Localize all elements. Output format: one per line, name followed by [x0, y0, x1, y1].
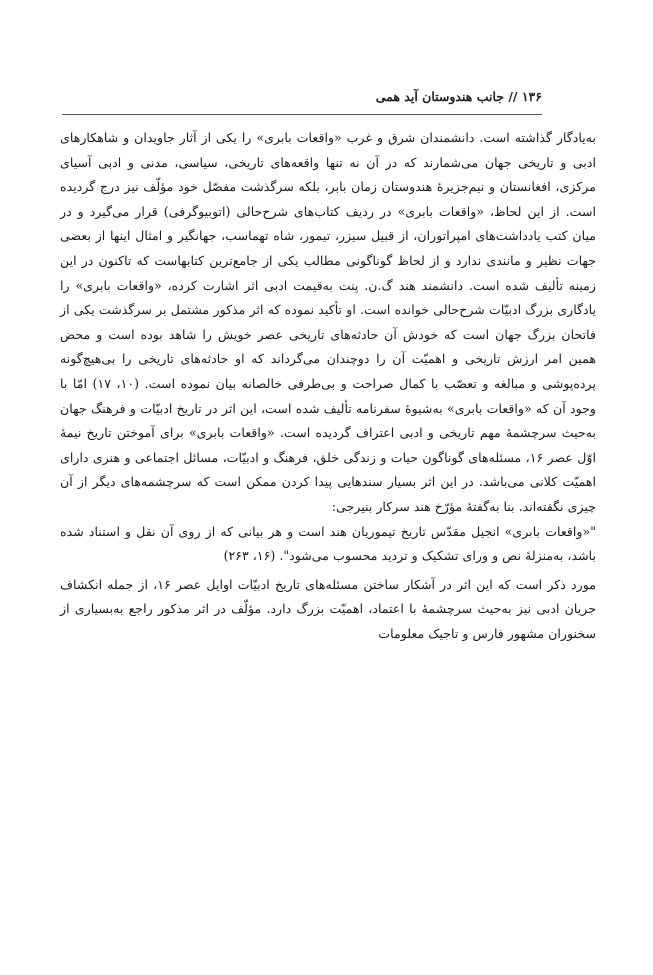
paragraph-1: به‌یادگار گذاشته است. دانشمندان شرق و غرب «واقعات بابری» را یکی از آثار جاویدان و شاهکارهای ادبی و تاریخی جهان می‌شمارند که در آن نه تنها واقعه‌های تاریخی، سیاسی، مدنی و ادبی آسیای مرکزی، افغانستان و نیم‌جزیرهٔ هندوستان زمان بابر، بلکه سرگذشت مفصّل خود مؤلّف نیز درج گردیده است. از این لحاظ، «واقعات بابری» در ردیف کتاب‌های شرح‌حالی (اتوبیوگرفی) قرار می‌گیرد و در میان کتب یادداشت‌های امپراتوران، از قبیل سیزر، تیمور، شاه تهماسب، جهانگیر و امثال اینها از بعضی جهات نظیر و مانندی ندارد و از لحاظ گوناگونی مطالب یکی از جامع‌ترین کتابهاست که تاکنون در این زمینه تألیف شده است. دانشمند هند گ.ن. پنت به‌قیمت ادبی اثر اشارت کرده، «واقعات بابری» را یادگاری بزرگ ادبیّات شرح‌حالی خوانده است. او تأکید نموده که اثر مذکور مشتمل بر سرگذشت یکی از فاتحان بزرگ جهان است که خودش آن حادثه‌های تاریخی عصر خویش را شاهد بوده است و محض همین امر ارزش تاریخی و اهمیّت آن را دوچندان می‌گرداند که او حادثه‌های تاریخی را بی‌هیچ‌گونه پرده‌پوشی و مبالغه و تعصّب با کمال صراحت و بی‌طرفی خالصانه بیان نموده است. (۱۰، ۱۷) امّا با وجود آن که «واقعات بابری» به‌شیوهٔ سفرنامه تألیف شده است، این اثر در تاریخ ادبیّات و فرهنگ جهان به‌حیث سرچشمهٔ مهم تاریخی و ادبی اعتراف گردیده است. «واقعات بابری» برای آموختن تاریخ نیمهٔ اوّل عصر ۱۶، مسئله‌های گوناگون حیات و زندگی خلق، فرهنگ و ادبیّات، مسائل اجتماعی و هنری دارای اهمیّت کلانی می‌باشد. در این اثر بسیار سندهایی پیدا کردن ممکن است که سرچشمه‌های دیگر از آن چیزی نگفته‌اند. بنا به‌گفتهٔ مؤرّخ هند سرکار بنیرجی:: [60, 130, 596, 514]
paragraph-2: مورد ذکر است که این اثر در آشکار ساختن مسئله‌های تاریخ ادبیّات اوایل عصر ۱۶، از جمله انکشاف جریان ادبی نیز به‌حیث سرچشمهٔ با اعتماد، اهمیّت بزرگ دارد. مؤلّف در اثر مذکور راجع به‌بسیاری از سخنوران مشهور فارس و تاجیک معلومات: [60, 576, 596, 641]
header-separator: //: [508, 89, 518, 104]
running-header: [62, 86, 542, 115]
running-title: جانب هندوستان آید همی: [375, 89, 504, 104]
main-text: [60, 126, 596, 646]
block-quote: "«واقعات بابری» انجیل مقدّس تاریخ تیموریان هند است و هر بیانی که از روی آن نقل و استناد شده باشد، به‌منزلهٔ نص و ورای تشکیک و تردید محسوب می‌شود". (۱۶، ۲۶۳): [60, 523, 596, 564]
page-number: ۱۳۶: [521, 89, 542, 104]
